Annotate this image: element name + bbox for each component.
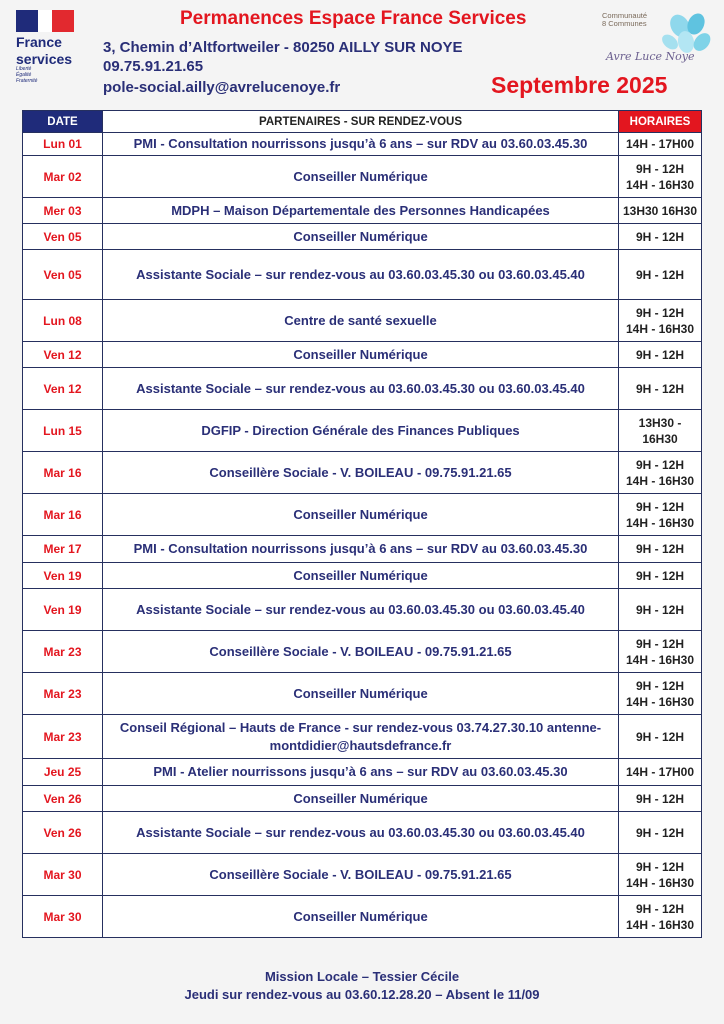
partner-cell: Conseiller Numérique — [103, 563, 619, 589]
date-cell: Ven 26 — [23, 786, 103, 812]
month-title: Septembre 2025 — [491, 72, 668, 98]
date-cell: Mar 30 — [23, 896, 103, 938]
partner-cell: Conseil Régional – Hauts de France - sur rendez-vous 03.74.27.30.10 antenne- montdidier@hautsdefrance.fr — [103, 715, 619, 759]
marianne-flag-icon — [16, 10, 74, 32]
date-cell: Mar 23 — [23, 673, 103, 715]
date-cell: Ven 12 — [23, 368, 103, 410]
table-row — [23, 300, 702, 342]
cc-line1: Communauté — [602, 11, 648, 20]
table-row — [23, 812, 702, 854]
logo-name-line1: France — [16, 34, 62, 50]
table-header-row — [23, 111, 702, 133]
hours-cell: 9H - 12H — [619, 563, 702, 589]
date-cell: Mar 02 — [23, 156, 103, 198]
partner-cell: Conseillère Sociale - V. BOILEAU - 09.75.91.21.65 — [103, 631, 619, 673]
partner-cell: Conseiller Numérique — [103, 342, 619, 368]
table-row — [23, 563, 702, 589]
table-row — [23, 673, 702, 715]
table-row — [23, 156, 702, 198]
logo-name-line2: services — [16, 51, 73, 67]
hours-cell: 9H - 12H 14H - 16H30 — [619, 300, 702, 342]
table-row — [23, 536, 702, 563]
partner-cell: Conseiller Numérique — [103, 896, 619, 938]
france-services-logo — [16, 10, 78, 84]
footer-line2: Jeudi sur rendez-vous au 03.60.12.28.20 – Absent le 11/09 — [184, 987, 540, 1002]
table-row — [23, 494, 702, 536]
date-cell: Ven 19 — [23, 563, 103, 589]
date-cell: Mer 03 — [23, 198, 103, 224]
partner-cell: Conseiller Numérique — [103, 786, 619, 812]
partner-cell: MDPH – Maison Départementale des Personnes Handicapées — [103, 198, 619, 224]
table-row — [23, 631, 702, 673]
hours-cell: 9H - 12H 14H - 16H30 — [619, 673, 702, 715]
footer-line1: Mission Locale – Tessier Cécile — [264, 969, 460, 984]
hours-cell: 9H - 12H 14H - 16H30 — [619, 631, 702, 673]
partner-cell: Conseiller Numérique — [103, 494, 619, 536]
hours-cell: 9H - 12H — [619, 342, 702, 368]
hours-cell: 9H - 12H 14H - 16H30 — [619, 156, 702, 198]
date-cell: Lun 15 — [23, 410, 103, 452]
cc-name: Avre Luce Noye — [606, 50, 695, 63]
date-cell: Lun 01 — [23, 133, 103, 156]
hours-cell: 9H - 12H 14H - 16H30 — [619, 452, 702, 494]
hours-cell: 9H - 12H — [619, 589, 702, 631]
hours-cell: 9H - 12H — [619, 536, 702, 563]
table-row — [23, 342, 702, 368]
table-row — [23, 854, 702, 896]
partner-cell: PMI - Atelier nourrissons jusqu’à 6 ans – sur RDV au 03.60.03.45.30 — [103, 759, 619, 786]
hours-cell: 9H - 12H — [619, 224, 702, 250]
partner-cell: Assistante Sociale – sur rendez-vous au 03.60.03.45.30 ou 03.60.03.45.40 — [103, 250, 619, 300]
motto-egalite: Égalité — [16, 72, 32, 78]
table-row — [23, 589, 702, 631]
table-row — [23, 715, 702, 759]
date-cell: Mar 16 — [23, 452, 103, 494]
hours-cell: 9H - 12H — [619, 715, 702, 759]
partner-cell: Centre de santé sexuelle — [103, 300, 619, 342]
hours-cell: 9H - 12H 14H - 16H30 — [619, 494, 702, 536]
table-row — [23, 224, 702, 250]
date-cell: Ven 26 — [23, 812, 103, 854]
phone: 09.75.91.21.65 — [103, 58, 204, 75]
partner-cell: Assistante Sociale – sur rendez-vous au 03.60.03.45.30 ou 03.60.03.45.40 — [103, 589, 619, 631]
date-cell: Lun 08 — [23, 300, 103, 342]
hours-cell: 13H30 16H30 — [619, 198, 702, 224]
partner-cell: Conseillère Sociale - V. BOILEAU - 09.75.91.21.65 — [103, 452, 619, 494]
hours-cell: 9H - 12H — [619, 812, 702, 854]
partner-cell: DGFIP - Direction Générale des Finances Publiques — [103, 410, 619, 452]
hours-cell: 9H - 12H — [619, 250, 702, 300]
motto-liberte: Liberté — [16, 66, 32, 72]
date-cell: Ven 05 — [23, 250, 103, 300]
table-row — [23, 786, 702, 812]
hours-cell: 9H - 12H 14H - 16H30 — [619, 896, 702, 938]
table-row — [23, 759, 702, 786]
table-row — [23, 896, 702, 938]
hours-cell: 14H - 17H00 — [619, 133, 702, 156]
partner-cell: Conseiller Numérique — [103, 673, 619, 715]
date-cell: Mar 23 — [23, 715, 103, 759]
date-cell: Ven 05 — [23, 224, 103, 250]
table-row — [23, 410, 702, 452]
header-date: DATE — [23, 111, 103, 133]
date-cell: Mar 30 — [23, 854, 103, 896]
page-title: Permanences Espace France Services — [180, 8, 527, 29]
avre-luce-noye-logo — [602, 12, 714, 70]
date-cell: Ven 12 — [23, 342, 103, 368]
table-row — [23, 133, 702, 156]
address: 3, Chemin d’Altfortweiler - 80250 AILLY SUR NOYE — [103, 39, 463, 56]
partner-cell: Assistante Sociale – sur rendez-vous au 03.60.03.45.30 ou 03.60.03.45.40 — [103, 812, 619, 854]
date-cell: Mar 16 — [23, 494, 103, 536]
table-row — [23, 250, 702, 300]
partner-cell: Conseiller Numérique — [103, 156, 619, 198]
partner-cell: PMI - Consultation nourrissons jusqu’à 6 ans – sur RDV au 03.60.03.45.30 — [103, 133, 619, 156]
hours-cell: 9H - 12H — [619, 786, 702, 812]
hours-cell: 9H - 12H 14H - 16H30 — [619, 854, 702, 896]
partner-cell: Conseiller Numérique — [103, 224, 619, 250]
header-partners: PARTENAIRES - SUR RENDEZ-VOUS — [103, 111, 619, 133]
hours-cell: 9H - 12H — [619, 368, 702, 410]
partner-cell: Assistante Sociale – sur rendez-vous au 03.60.03.45.30 ou 03.60.03.45.40 — [103, 368, 619, 410]
date-cell: Jeu 25 — [23, 759, 103, 786]
partner-cell: PMI - Consultation nourrissons jusqu’à 6 ans – sur RDV au 03.60.03.45.30 — [103, 536, 619, 563]
cc-line2: 8 Communes — [602, 19, 647, 28]
hours-cell: 14H - 17H00 — [619, 759, 702, 786]
date-cell: Ven 19 — [23, 589, 103, 631]
motto-fraternite: Fraternité — [16, 78, 38, 84]
schedule-table — [22, 110, 702, 938]
partner-cell: Conseillère Sociale - V. BOILEAU - 09.75.91.21.65 — [103, 854, 619, 896]
date-cell: Mer 17 — [23, 536, 103, 563]
email: pole-social.ailly@avrelucenoye.fr — [103, 79, 341, 96]
table-row — [23, 368, 702, 410]
table-row — [23, 452, 702, 494]
hours-cell: 13H30 - 16H30 — [619, 410, 702, 452]
date-cell: Mar 23 — [23, 631, 103, 673]
header-hours: HORAIRES — [619, 111, 702, 133]
table-row — [23, 198, 702, 224]
